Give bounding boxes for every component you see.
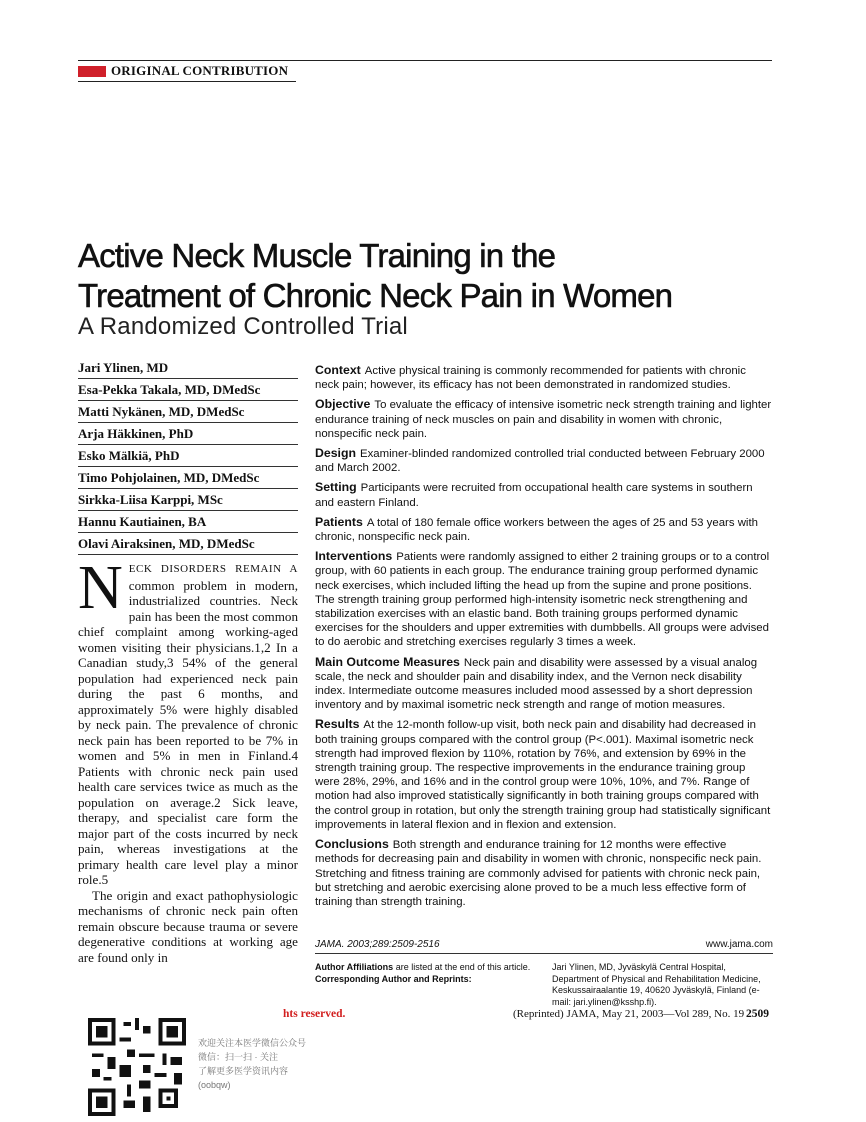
abstract-objective bbox=[315, 397, 773, 441]
paragraph-text: common problem in modern, industrialized countries. Neck pain has been the most common chief complaint among working-aged women visiting their physicians.1,2 In a Canadian study,3 54% of the general population had experienced neck pain during the past 6 months, and approximately 5% were highly disabled by neck pain. The prevalence of chronic neck pain has been reported to be 7% in women and 5% in men in Finland.4 Patients with chronic neck pain used health care services twice as much as the population on average.2 Sick leave, therapy, and specialist care form the major part of the costs incurred by neck pain, whereas investigations at the primary health care level play a minor role.5 bbox=[78, 577, 298, 887]
corresponding-author-text: Jari Ylinen, MD, Jyväskylä Central Hospital, Department of Physical and Rehabilitation Medicine, Keskussairaalantie 19, 40620 Jyväskylä, Finland (e-mail: jari.ylinen@ksshp.fi). bbox=[552, 962, 761, 1007]
promo-line-4: (oobqw) bbox=[198, 1080, 231, 1090]
article-title bbox=[78, 236, 778, 316]
affiliations-text: are listed at the end of this article. bbox=[395, 962, 531, 972]
author-name: Esa-Pekka Takala, MD, DMedSc bbox=[78, 380, 298, 401]
author-name: Matti Nykänen, MD, DMedSc bbox=[78, 402, 298, 423]
abstract-text: Neck pain and disability were assessed by a visual analog scale, the neck and shoulder pain and disability index, and the Vernon neck disability index. Intermediate outcome measures included mood assessed by a short depression inventory and by maximal isometric neck strength and range of motion measures. bbox=[315, 656, 758, 712]
journal-footer: (Reprinted) JAMA, May 21, 2003—Vol 289, No. 19 bbox=[513, 1008, 745, 1020]
affiliations-column-1 bbox=[315, 962, 537, 985]
abstract-heading: Results bbox=[315, 717, 360, 732]
abstract-context bbox=[315, 363, 773, 392]
author-name: Jari Ylinen, MD bbox=[78, 358, 298, 379]
abstract-results bbox=[315, 717, 773, 832]
article-subtitle: A Randomized Controlled Trial bbox=[78, 313, 408, 340]
promo-line-1: 欢迎关注本医学微信公众号 bbox=[198, 1038, 307, 1048]
title-line-2: Treatment of Chronic Neck Pain in Women bbox=[78, 277, 673, 314]
author-name: Timo Pohjolainen, MD, DMedSc bbox=[78, 468, 298, 489]
abstract-text: Examiner-blinded randomized controlled trial conducted between February 2000 and March 2002. bbox=[315, 448, 765, 475]
abstract-text: Patients were randomly assigned to either 2 training groups or to a control group, with 60 patients in each group. The endurance training group performed dynamic neck exercises, which included lifting the head up from the supine and prone positions. The strength training group performed high-intensity isometric neck strengthening and stabilization exercises with an elastic band. Both training groups performed dynamic exercises for the shoulders and upper extremities with dumbbells. All groups were advised to do aerobic and stretching exercises regularly 3 times a week. bbox=[315, 551, 770, 649]
abstract-patients bbox=[315, 515, 773, 544]
abstract-text: At the 12-month follow-up visit, both neck pain and disability had decreased in both training groups compared with the control group (P<.001). Maximal isometric neck strength had improved flexion by 110%, rotation by 76%, and extension by 69% in the strength training group. The respective improvements in the endurance training group were 28%, 29%, and 16% and in the control group were 10%, 10%, and 7%. Range of motion had also improved statistically significantly in both training groups compared with the control group in rotation, but only the strength training group had statistically significant improvements in lateral flexion and in flexion and extension. bbox=[315, 719, 771, 831]
drop-cap: N bbox=[78, 554, 123, 622]
section-label: ORIGINAL CONTRIBUTION bbox=[111, 63, 289, 78]
abstract-conclusions bbox=[315, 837, 773, 909]
promo-line-3: 了解更多医学资讯内容 bbox=[198, 1066, 289, 1076]
top-rule bbox=[78, 60, 772, 61]
abstract-text: A total of 180 female office workers between the ages of 25 and 53 years with chronic, nonspecific neck pain. bbox=[315, 516, 758, 544]
structured-abstract bbox=[315, 363, 773, 914]
abstract-heading: Interventions bbox=[315, 549, 393, 564]
citation-row bbox=[315, 939, 773, 954]
abstract-design bbox=[315, 446, 773, 475]
abstract-text: Active physical training is commonly recommended for patients with chronic neck pain; however, its efficacy has not been demonstrated in randomized studies. bbox=[315, 365, 746, 392]
author-name: Arja Häkkinen, PhD bbox=[78, 424, 298, 445]
abstract-outcome-measures bbox=[315, 655, 773, 713]
affiliations-label: Author Affiliations bbox=[315, 962, 394, 972]
qr-code-image bbox=[88, 1018, 186, 1116]
author-list bbox=[78, 358, 298, 556]
rights-notice: hts reserved. bbox=[283, 1008, 346, 1020]
page-number: 2509 bbox=[746, 1008, 769, 1020]
author-name: Hannu Kautiainen, BA bbox=[78, 512, 298, 533]
abstract-text: Both strength and endurance training for 12 months were effective methods for decreasing pain and disability in women with chronic, nonspecific neck pain. Stretching and fitness training are commonly advised for patients with chronic neck pain, but stretching and aerobic exercising alone proved to be a much less effective form of training than strength training. bbox=[315, 839, 762, 908]
abstract-setting bbox=[315, 480, 773, 509]
journal-citation: JAMA. 2003;289:2509-2516 bbox=[315, 939, 440, 950]
corresponding-label: Corresponding Author and Reprints: bbox=[315, 973, 472, 984]
author-name: Olavi Airaksinen, MD, DMedSc bbox=[78, 534, 298, 555]
abstract-text: Participants were recruited from occupational health care systems in southern and eastern Finland. bbox=[315, 482, 753, 509]
section-underline bbox=[78, 81, 296, 82]
journal-website-link[interactable]: www.jama.com bbox=[705, 939, 773, 950]
title-line-1: Active Neck Muscle Training in the bbox=[78, 237, 556, 274]
abstract-heading: Design bbox=[315, 446, 356, 461]
body-paragraph-2: The origin and exact pathophysiologic mechanisms of chronic neck pain often remain obscure because trauma or severe degenerative conditions at working age are found only in bbox=[78, 887, 298, 965]
abstract-heading: Objective bbox=[315, 397, 371, 412]
body-paragraph-1 bbox=[78, 554, 298, 888]
abstract-heading: Patients bbox=[315, 514, 363, 529]
section-color-bar bbox=[78, 66, 106, 77]
body-text-column bbox=[78, 554, 298, 965]
promo-line-2: 微信：扫一扫 · 关注 bbox=[198, 1052, 278, 1062]
abstract-heading: Context bbox=[315, 363, 361, 377]
abstract-interventions bbox=[315, 549, 773, 649]
author-name: Esko Mälkiä, PhD bbox=[78, 446, 298, 467]
author-name: Sirkka-Liisa Karppi, MSc bbox=[78, 490, 298, 511]
abstract-heading: Setting bbox=[315, 480, 357, 495]
abstract-heading: Main Outcome Measures bbox=[315, 654, 460, 669]
abstract-heading: Conclusions bbox=[315, 837, 389, 852]
abstract-text: To evaluate the efficacy of intensive isometric neck strength training and lighter endurance training of neck muscles on pain and disability in women with chronic, nonspecific neck pain. bbox=[315, 399, 772, 440]
promo-caption bbox=[198, 1036, 308, 1092]
lead-small-caps: ECK DISORDERS REMAIN A bbox=[128, 563, 298, 575]
